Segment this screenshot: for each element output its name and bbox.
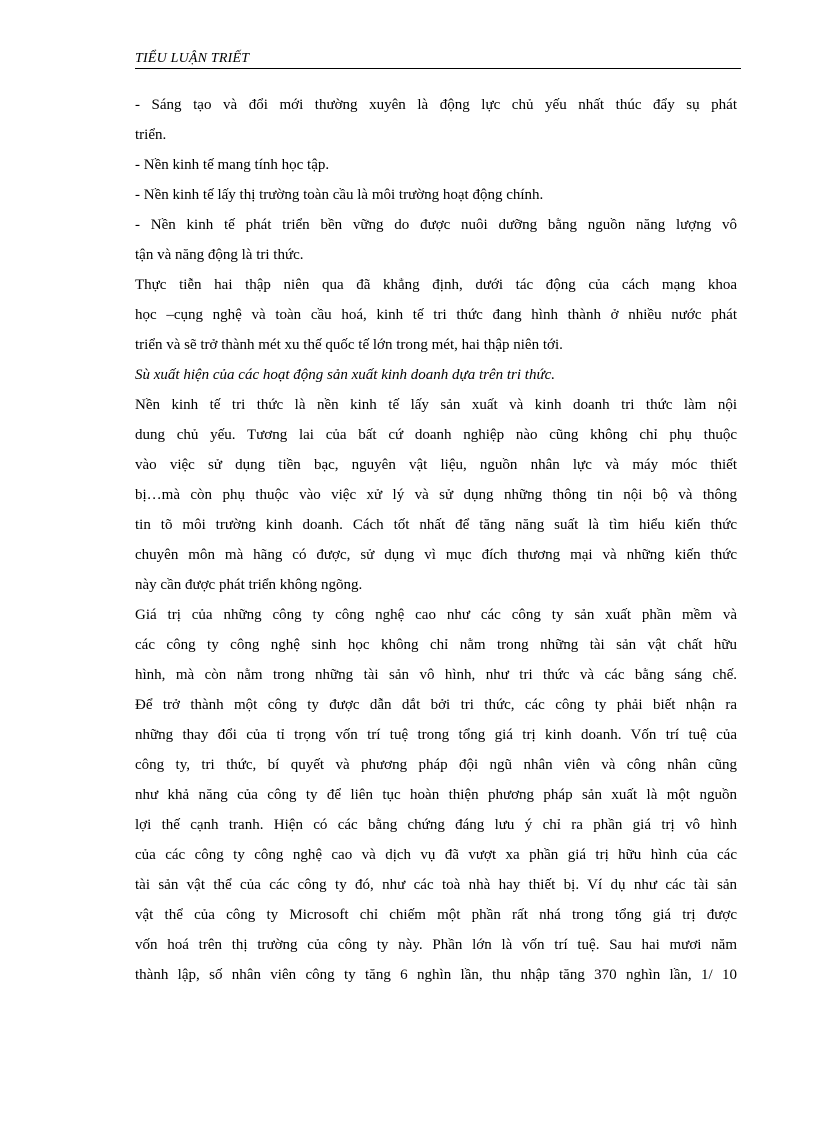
text-line: Để trở thành một công ty được dẫn dắt bởi tri thức, các công ty phải biết nhận ra [135,697,737,713]
text-line: - Nền kinh tế lấy thị trường toàn cầu là môi trường hoạt động chính. [135,187,544,203]
section-heading-line: Sù xuất hiện của các hoạt động sản xuất kinh doanh dựa trên tri thức. [135,367,556,383]
text-line: tin tõ môi trường kinh doanh. Cách tốt nhất để tăng năng suất là tìm hiểu kiến thức [135,517,737,533]
text-line: Thực tiễn hai thập niên qua đã khẳng định, dưới tác động của cách mạng khoa [135,277,737,293]
text-line: chuyên môn mà hãng có được, sử dụng vì mục đích thương mại và những kiến thức [135,547,737,563]
text-line: bị…mà còn phụ thuộc vào việc xử lý và sử dụng những thông tin nội bộ và thông [135,487,737,503]
text-line: công ty, tri thức, bí quyết và phương pháp đội ngũ nhân viên và công nhân cũng [135,757,737,773]
text-line: Giá trị của những công ty công nghệ cao như các công ty sản xuất phần mềm và [135,607,737,623]
text-line: - Sáng tạo và đổi mới thường xuyên là động lực chủ yếu nhất thúc đẩy sụ phát [135,97,737,113]
text-line: vào việc sử dụng tiền bạc, nguyên vật liệu, nguồn nhân lực và máy móc thiết [135,457,737,473]
page-header [135,48,741,69]
text-line: các công ty công nghệ sinh học không chỉ nằm trong những tài sản vật chất hữu [135,637,737,653]
text-line: dung chủ yếu. Tương lai của bất cứ doanh nghiệp nào cũng không chỉ phụ thuộc [135,427,737,443]
text-line: này cần được phát triển không ngõng. [135,577,363,593]
text-line: triển và sẽ trở thành mét xu thế quốc tế lớn trong mét, hai thập niên tới. [135,337,563,353]
text-line: tận và năng động là tri thức. [135,247,304,263]
text-line: như khả năng của công ty để liên tục hoàn thiện phương pháp sản xuất là một nguồn [135,787,737,803]
text-line: những thay đổi của tỉ trọng vốn trí tuệ trong tổng giá trị kinh doanh. Vốn trí tuệ của [135,727,737,743]
text-line: học –cụng nghệ và toàn cầu hoá, kinh tế tri thức đang hình thành ở nhiều nước phát [135,307,737,323]
text-line: lợi thế cạnh tranh. Hiện có các bằng chứng đáng lưu ý chỉ ra phần giá trị vô hình [135,817,737,833]
text-line: tài sản vật thể của các công ty đó, như các toà nhà hay thiết bị. Ví dụ như các tài sản [135,877,737,893]
text-line: - Nền kinh tế phát triển bền vững do được nuôi dưỡng bằng nguồn năng lượng vô [135,217,737,233]
text-line: của các công ty công nghệ cao và dịch vụ đã vượt xa phần giá trị hữu hình của các [135,847,737,863]
text-line: Nền kinh tế tri thức là nền kinh tế lấy sản xuất và kinh doanh tri thức làm nội [135,397,737,413]
text-line: thành lập, số nhân viên công ty tăng 6 nghìn lần, thu nhập tăng 370 nghìn lần, 1/ 10 [135,967,737,983]
text-line: hình, mà còn nằm trong những tài sản vô hình, như tri thức và các bằng sáng chế. [135,667,737,683]
header-title: TIỂU LUẬN TRIẾT [135,51,250,66]
text-line: triển. [135,127,167,143]
text-line: vốn hoá trên thị trường của công ty này. Phần lớn là vốn trí tuệ. Sau hai mươi năm [135,937,737,953]
text-line: - Nền kinh tế mang tính học tập. [135,157,330,173]
document-body [135,90,737,990]
text-line: vật thể của công ty Microsoft chỉ chiếm một phần rất nhá trong tổng giá trị được [135,907,737,923]
